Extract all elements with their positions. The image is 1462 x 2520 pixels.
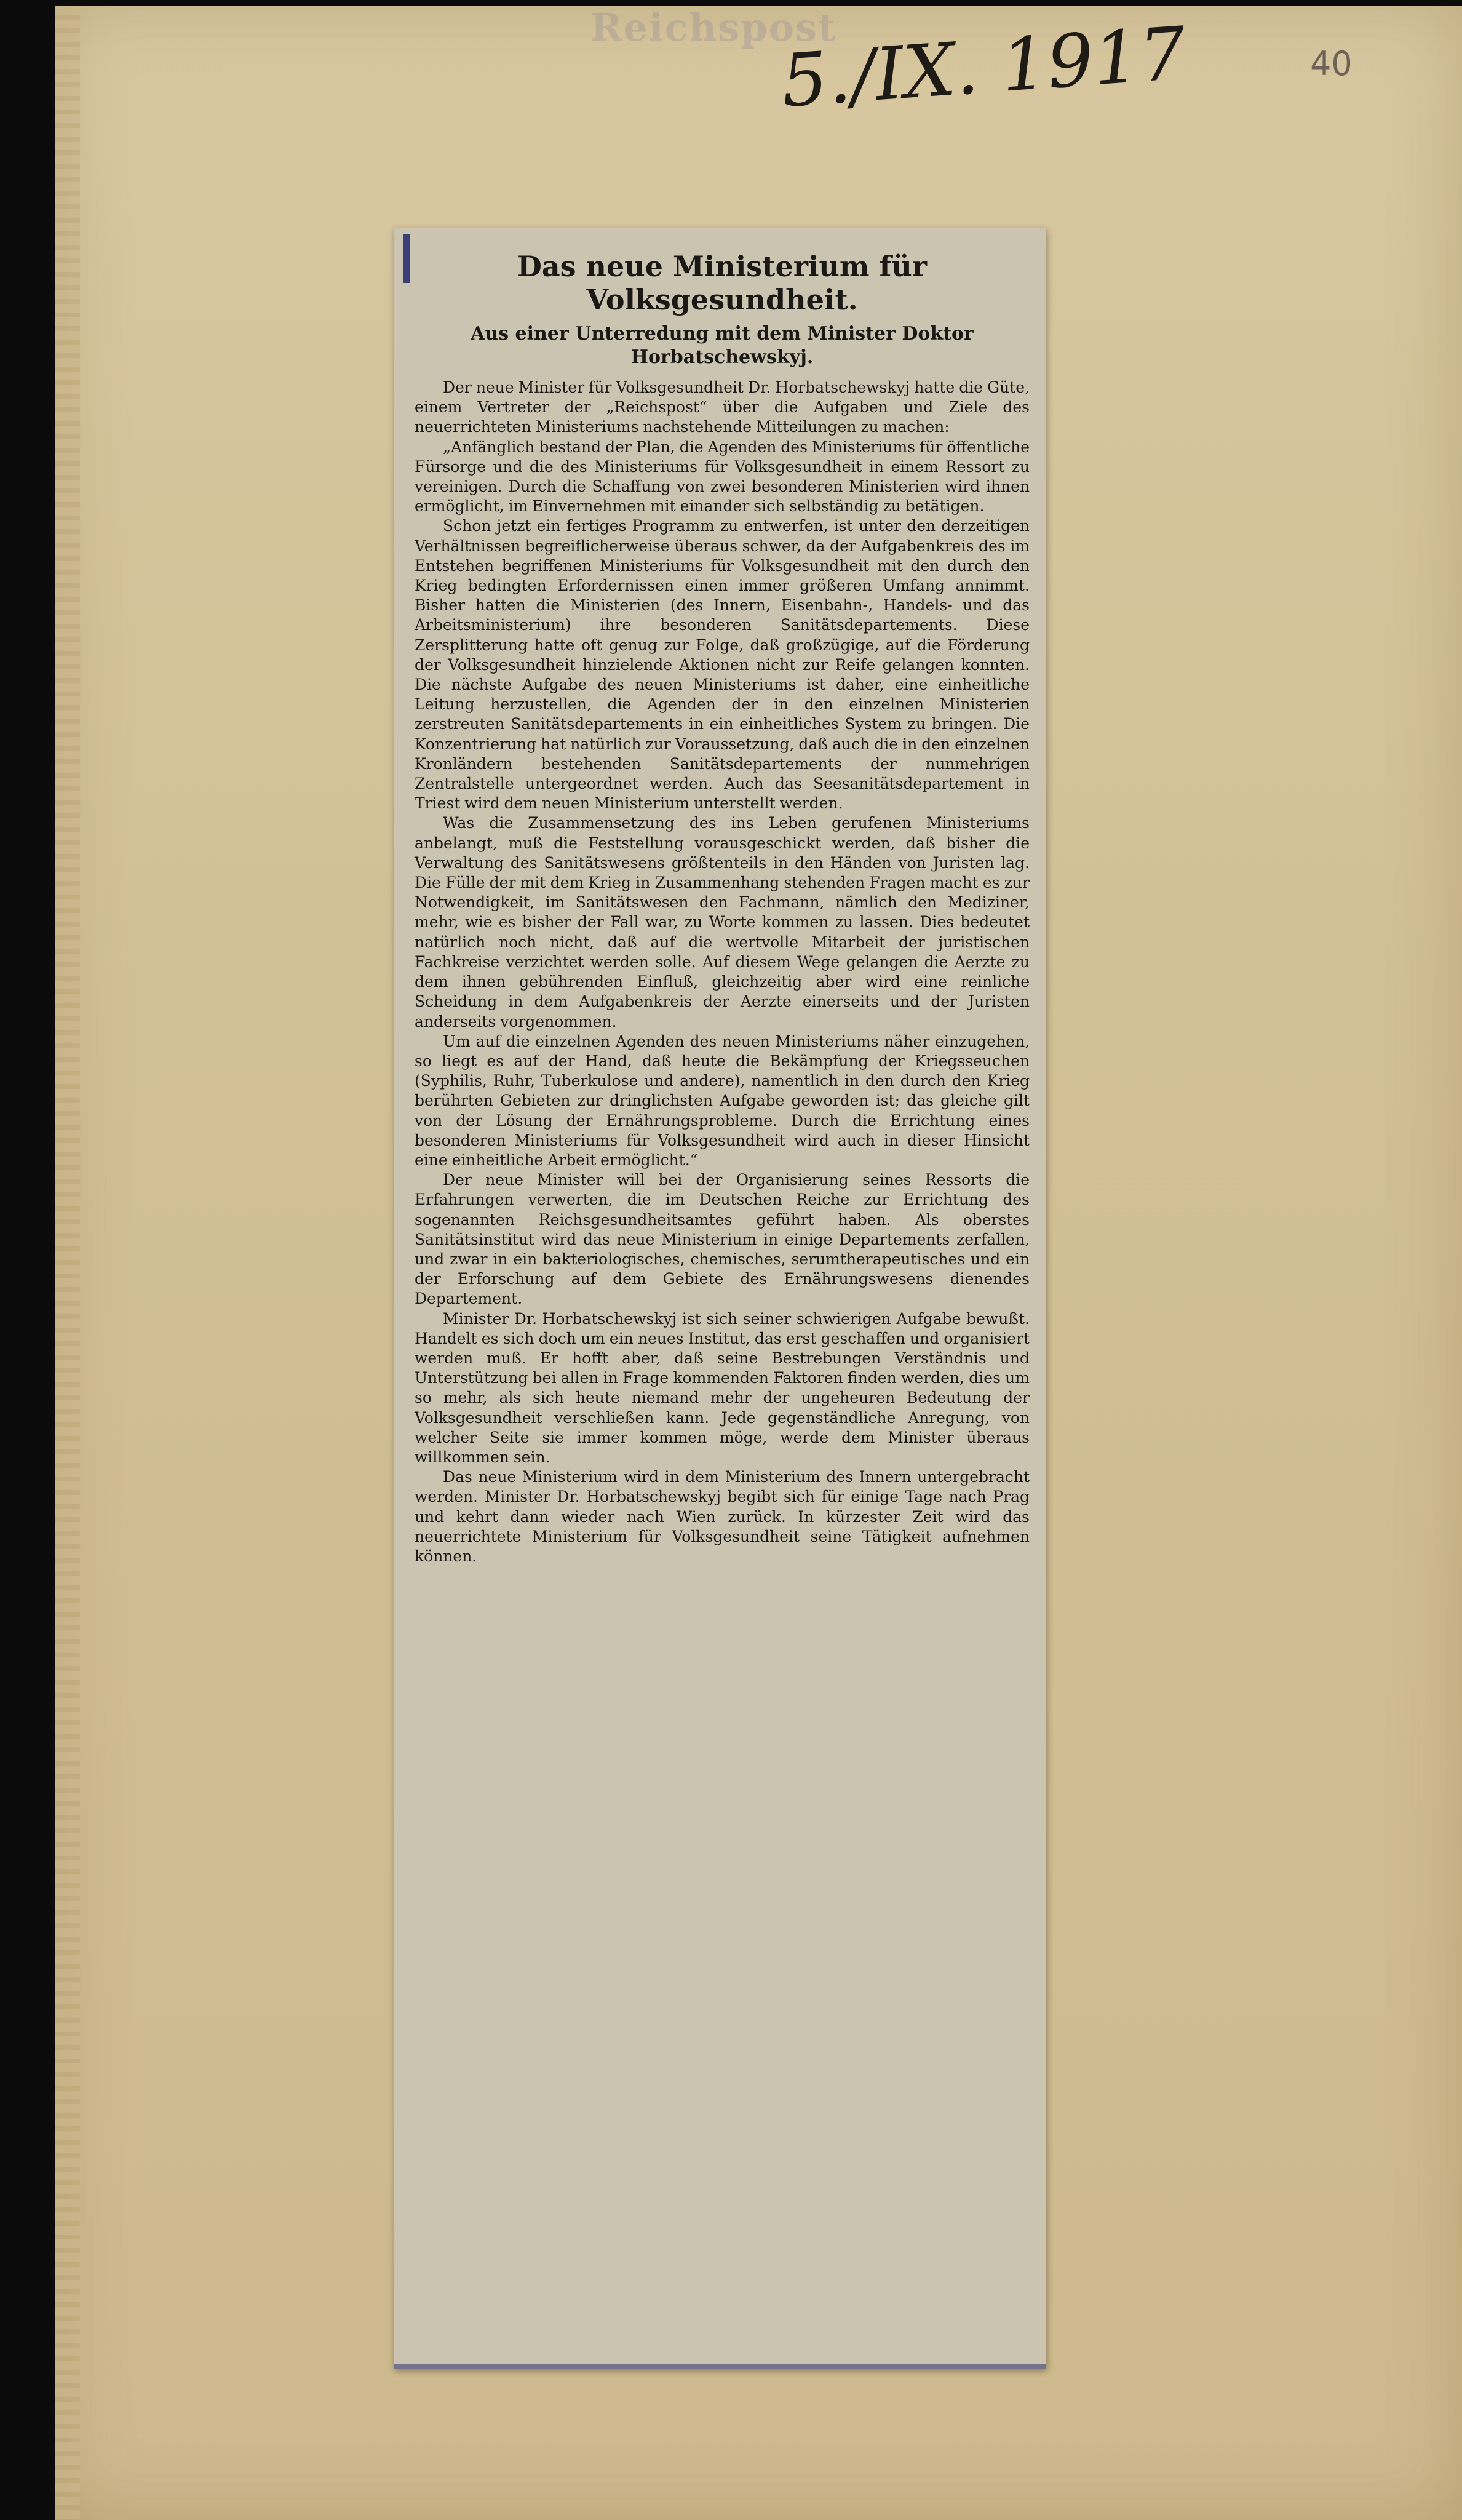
clipping-bottom-rule [394,2364,1046,2369]
handwritten-date: 5./IX. 1917 [778,10,1189,124]
newspaper-clipping [394,228,1046,2369]
article-paragraph: „Anfänglich bestand der Plan, die Agenden des Ministeriums für öffentliche Fürsorge und die des Ministeriums für Volksgesundheit in einem Ressort zu vereinigen. Durch die Schaffung von zwei besonderen Ministerien wird ihnen ermöglicht, im Einvernehmen mit einander sich selbständig zu betätigen. [415,437,1030,516]
blue-margin-mark [403,234,410,283]
article-paragraph: Was die Zusammensetzung des ins Leben gerufenen Ministeriums anbelangt, muß die Feststellung vorausgeschickt werden, daß bisher die Verwaltung des Sanitätswesens größtenteils in den Händen von Juristen lag. Die Fülle der mit dem Krieg in Zusammenhang stehenden Fragen macht es zur Notwendigkeit, im Sanitätswesen den Fachmann, nämlich den Mediziner, mehr, wie es bisher der Fall war, zu Worte kommen zu lassen. Dies bedeutet natürlich noch nicht, daß auf die wertvolle Mitarbeit der juristischen Fachkreise verzichtet werden solle. Auf diesem Wege gelangen die Aerzte zu dem ihnen gebührenden Einfluß, gleichzeitig aber wird eine reinliche Scheidung in dem Aufgabenkreis der Aerzte einerseits und der Juristen anderseits vorgenommen. [415,814,1030,1031]
torn-paper-edge [55,6,80,2520]
article-paragraph: Um auf die einzelnen Agenden des neuen Ministeriums näher einzugehen, so liegt es auf der Hand, daß heute die Bekämpfung der Kriegsseuchen (Syphilis, Ruhr, Tuberkulose und andere), namentlich in den durch den Krieg berührten Gebieten zur dringlichsten Aufgabe geworden ist; das gleiche gilt von der Lösung der Ernährungsprobleme. Durch die Errichtung eines besonderen Ministeriums für Volksgesundheit wird auch in dieser Hinsicht eine einheitliche Arbeit ermöglicht.“ [415,1032,1030,1169]
article-paragraph: Minister Dr. Horbatschewskyj ist sich seiner schwierigen Aufgabe bewußt. Handelt es sich doch um ein neues Institut, das erst geschaffen und organisiert werden muß. Er hofft aber, daß seine Bestrebungen Verständnis und Unterstützung bei allen in Frage kommenden Faktoren finden werden, dies um so mehr, als sich heute niemand mehr der ungeheuren Bedeutung der Volksgesundheit verschließen kann. Jede gegenständliche Anregung, von welcher Seite sie immer kommen möge, werde dem Minister überaus willkommen sein. [415,1309,1030,1466]
article-paragraph: Der neue Minister will bei der Organisierung seines Ressorts die Erfahrungen verwerten, die im Deutschen Reiche zur Errichtung des sogenannten Reichsgesundheitsamtes geführt haben. Als oberstes Sanitätsinstitut wird das neue Ministerium in einige Departements zerfallen, und zwar in ein bakteriologisches, chemisches, serumtherapeutisches und ein der Erforschung auf dem Gebiete des Ernährungswesens dienendes Departement. [415,1171,1030,1308]
newspaper-stamp: Reichspost [590,5,837,50]
article-paragraph: Schon jetzt ein fertiges Programm zu entwerfen, ist unter den derzeitigen Verhältnissen begreiflicherweise überaus schwer, da der Aufgabenkreis des im Entstehen begriffenen Ministeriums für Volksgesundheit mit den durch den Krieg bedingten Erfordernissen einen immer größeren Umfang annimmt. Bisher hatten die Ministerien (des Innern, Eisenbahn-, Handels- und das Arbeitsministerium) ihre besonderen Sanitätsdepartements. Diese Zersplitterung hatte oft genug zur Folge, daß großzügige, auf die Förderung der Volksgesundheit hinzielende Aktionen nicht zur Reife gelangen konnten. Die nächste Aufgabe des neuen Ministeriums ist daher, eine einheitliche Leitung herzustellen, die Agenden der in den einzelnen Ministerien zerstreuten Sanitätsdepartements in ein einheitliches System zu bringen. Die Konzentrierung hat natürlich zur Voraussetzung, daß auch die in den einzelnen Kronländern bestehenden Sanitätsdepartements der nunmehrigen Zentralstelle untergeordnet werden. Auch das Seesanitätsdepartement in Triest wird dem neuen Ministerium unterstellt werden. [415,517,1030,813]
page-number: 40 [1310,44,1353,83]
article-paragraph: Der neue Minister für Volksgesundheit Dr. Horbatschewskyj hatte die Güte, einem Vertreter der „Reichspost“ über die Aufgaben und Ziele des neuerrichteten Ministeriums nachstehende Mitteilungen zu machen: [415,378,1030,436]
article-headline: Das neue Ministerium für Volksgesundheit. [517,250,928,316]
article-subheadline: Aus einer Unterredung mit dem Minister Doktor Horbatschewskyj. [471,323,974,368]
article-paragraph: Das neue Ministerium wird in dem Ministerium des Innern untergebracht werden. Minister Dr. Horbatschewskyj begibt sich für einige Tage nach Prag und kehrt dann wieder nach Wien zurück. In kürzester Zeit wird das neuerrichtete Ministerium für Volksgesundheit seine Tätigkeit aufnehmen können. [415,1468,1030,1565]
